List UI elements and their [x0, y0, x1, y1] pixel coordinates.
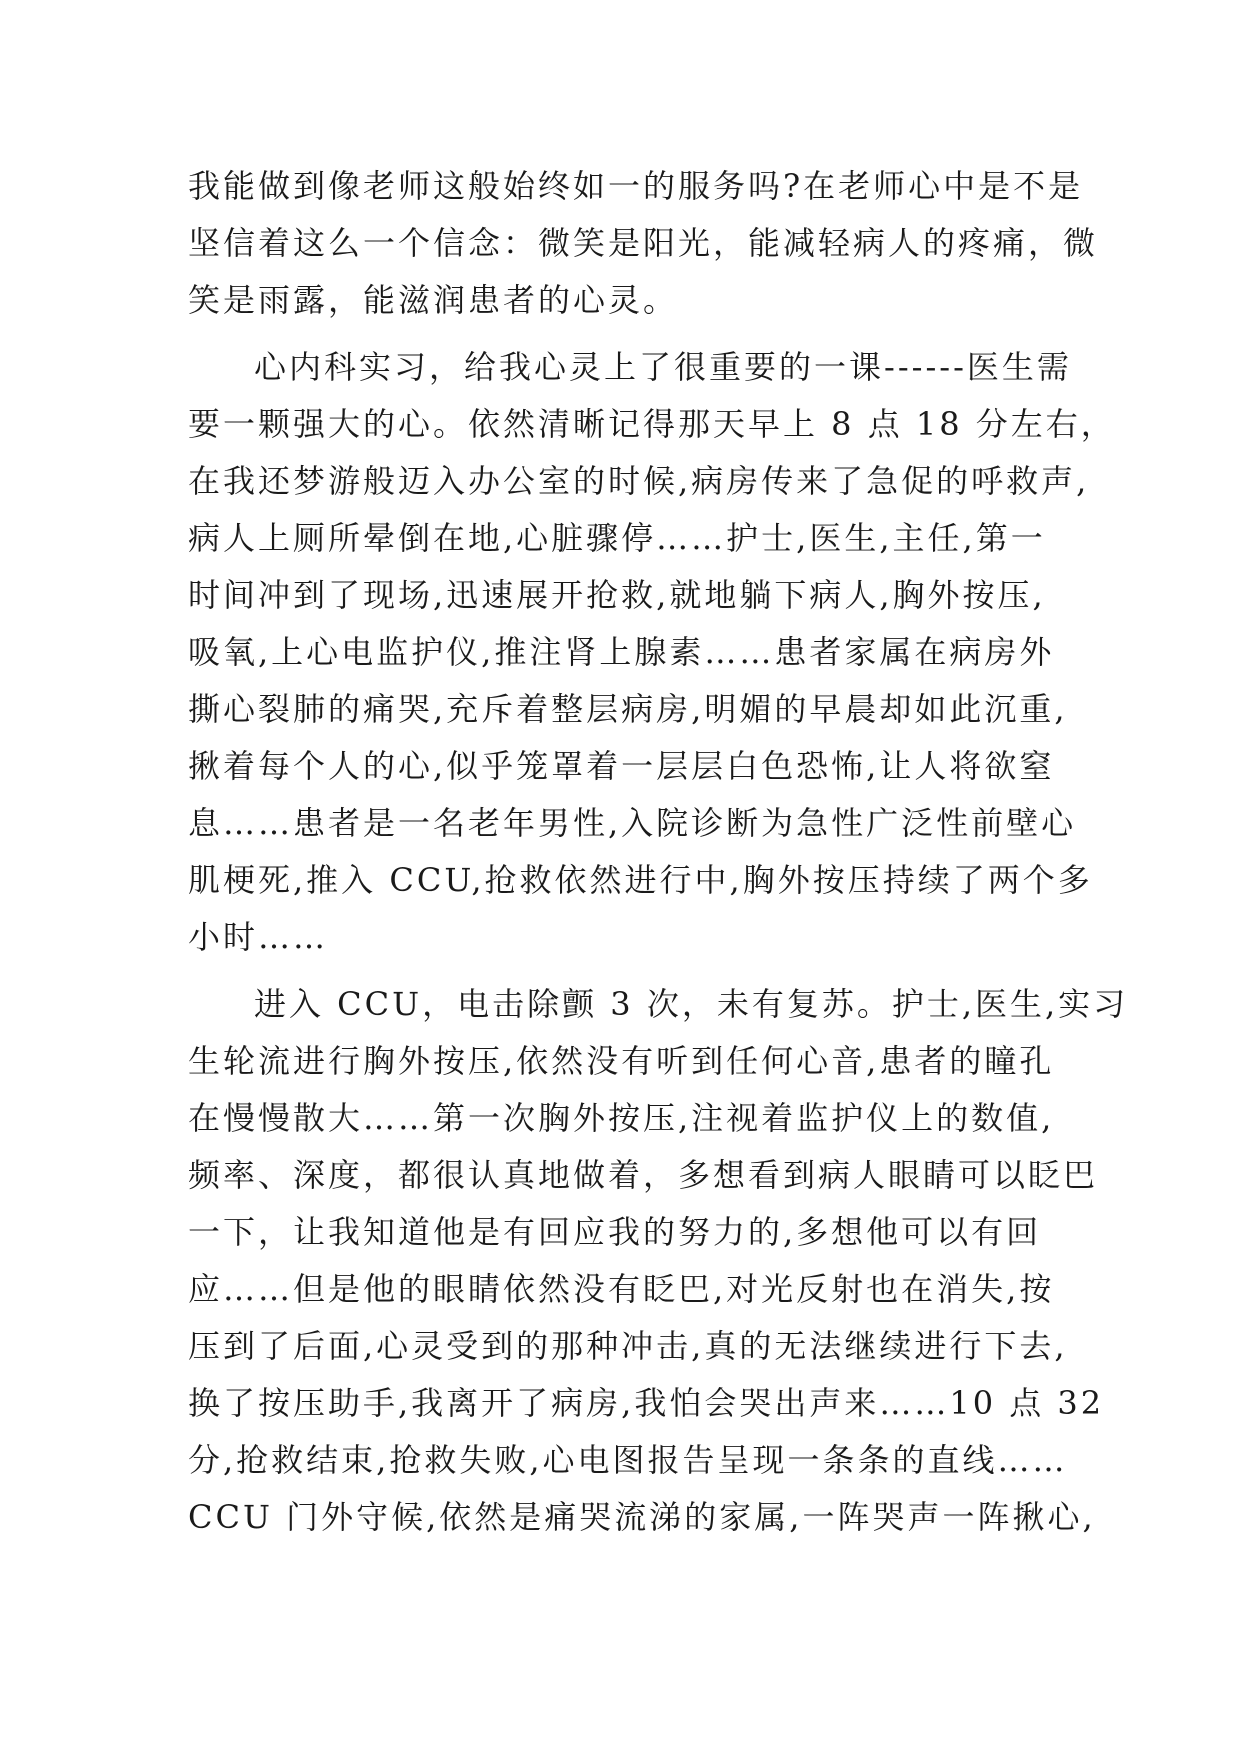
text-line: 换了按压助手,我离开了病房,我怕会哭出声来……10 点 32 — [188, 1384, 1105, 1422]
text-line: 肌梗死,推入 CCU,抢救依然进行中,胸外按压持续了两个多 — [188, 861, 1093, 899]
text-line: 心内科实习，给我心灵上了很重要的一课------医生需 — [254, 348, 1072, 386]
paragraph-2 — [188, 339, 1116, 966]
text-line: 分,抢救结束,抢救失败,心电图报告呈现一条条的直线…… — [188, 1441, 1068, 1479]
text-line: 在慢慢散大……第一次胸外按压,注视着监护仪上的数值, — [188, 1099, 1055, 1137]
text-line: 时间冲到了现场,迅速展开抢救,就地躺下病人,胸外按压, — [188, 576, 1046, 614]
text-line: CCU 门外守候,依然是痛哭流涕的家属,一阵哭声一阵揪心, — [188, 1498, 1096, 1536]
text-line: 应……但是他的眼睛依然没有眨巴,对光反射也在消失,按 — [188, 1270, 1055, 1308]
text-line: 病人上厕所晕倒在地,心脏骤停……护士,医生,主任,第一 — [188, 519, 1046, 557]
text-line: 要一颗强大的心。依然清晰记得那天早上 8 点 18 分左右， — [188, 405, 1116, 443]
text-line: 我能做到像老师这般始终如一的服务吗?在老师心中是不是 — [188, 167, 1084, 205]
text-line: 笑是雨露，能滋润患者的心灵。 — [188, 281, 679, 319]
text-line: 坚信着这么一个信念：微笑是阳光，能减轻病人的疼痛，微 — [188, 224, 1099, 262]
body-text — [188, 158, 1129, 1556]
text-line: 在我还梦游般迈入办公室的时候,病房传来了急促的呼救声, — [188, 462, 1090, 500]
paragraph-3 — [188, 976, 1129, 1546]
text-line: 进入 CCU，电击除颤 3 次，未有复苏。护士,医生,实习 — [254, 985, 1129, 1023]
text-line: 小时…… — [188, 918, 329, 956]
text-line: 吸氧,上心电监护仪,推注肾上腺素……患者家属在病房外 — [188, 633, 1055, 671]
text-line: 生轮流进行胸外按压,依然没有听到任何心音,患者的瞳孔 — [188, 1042, 1055, 1080]
text-line: 揪着每个人的心,似乎笼罩着一层层白色恐怖,让人将欲窒 — [188, 747, 1055, 785]
text-line: 频率、深度，都很认真地做着，多想看到病人眼睛可以眨巴 — [188, 1156, 1099, 1194]
paragraph-1 — [188, 158, 1099, 329]
text-line: 撕心裂肺的痛哭,充斥着整层病房,明媚的早晨却如此沉重, — [188, 690, 1068, 728]
text-line: 息……患者是一名老年男性,入院诊断为急性广泛性前壁心 — [188, 804, 1077, 842]
text-line: 压到了后面,心灵受到的那种冲击,真的无法继续进行下去, — [188, 1327, 1068, 1365]
text-line: 一下，让我知道他是有回应我的努力的,多想他可以有回 — [188, 1213, 1042, 1251]
